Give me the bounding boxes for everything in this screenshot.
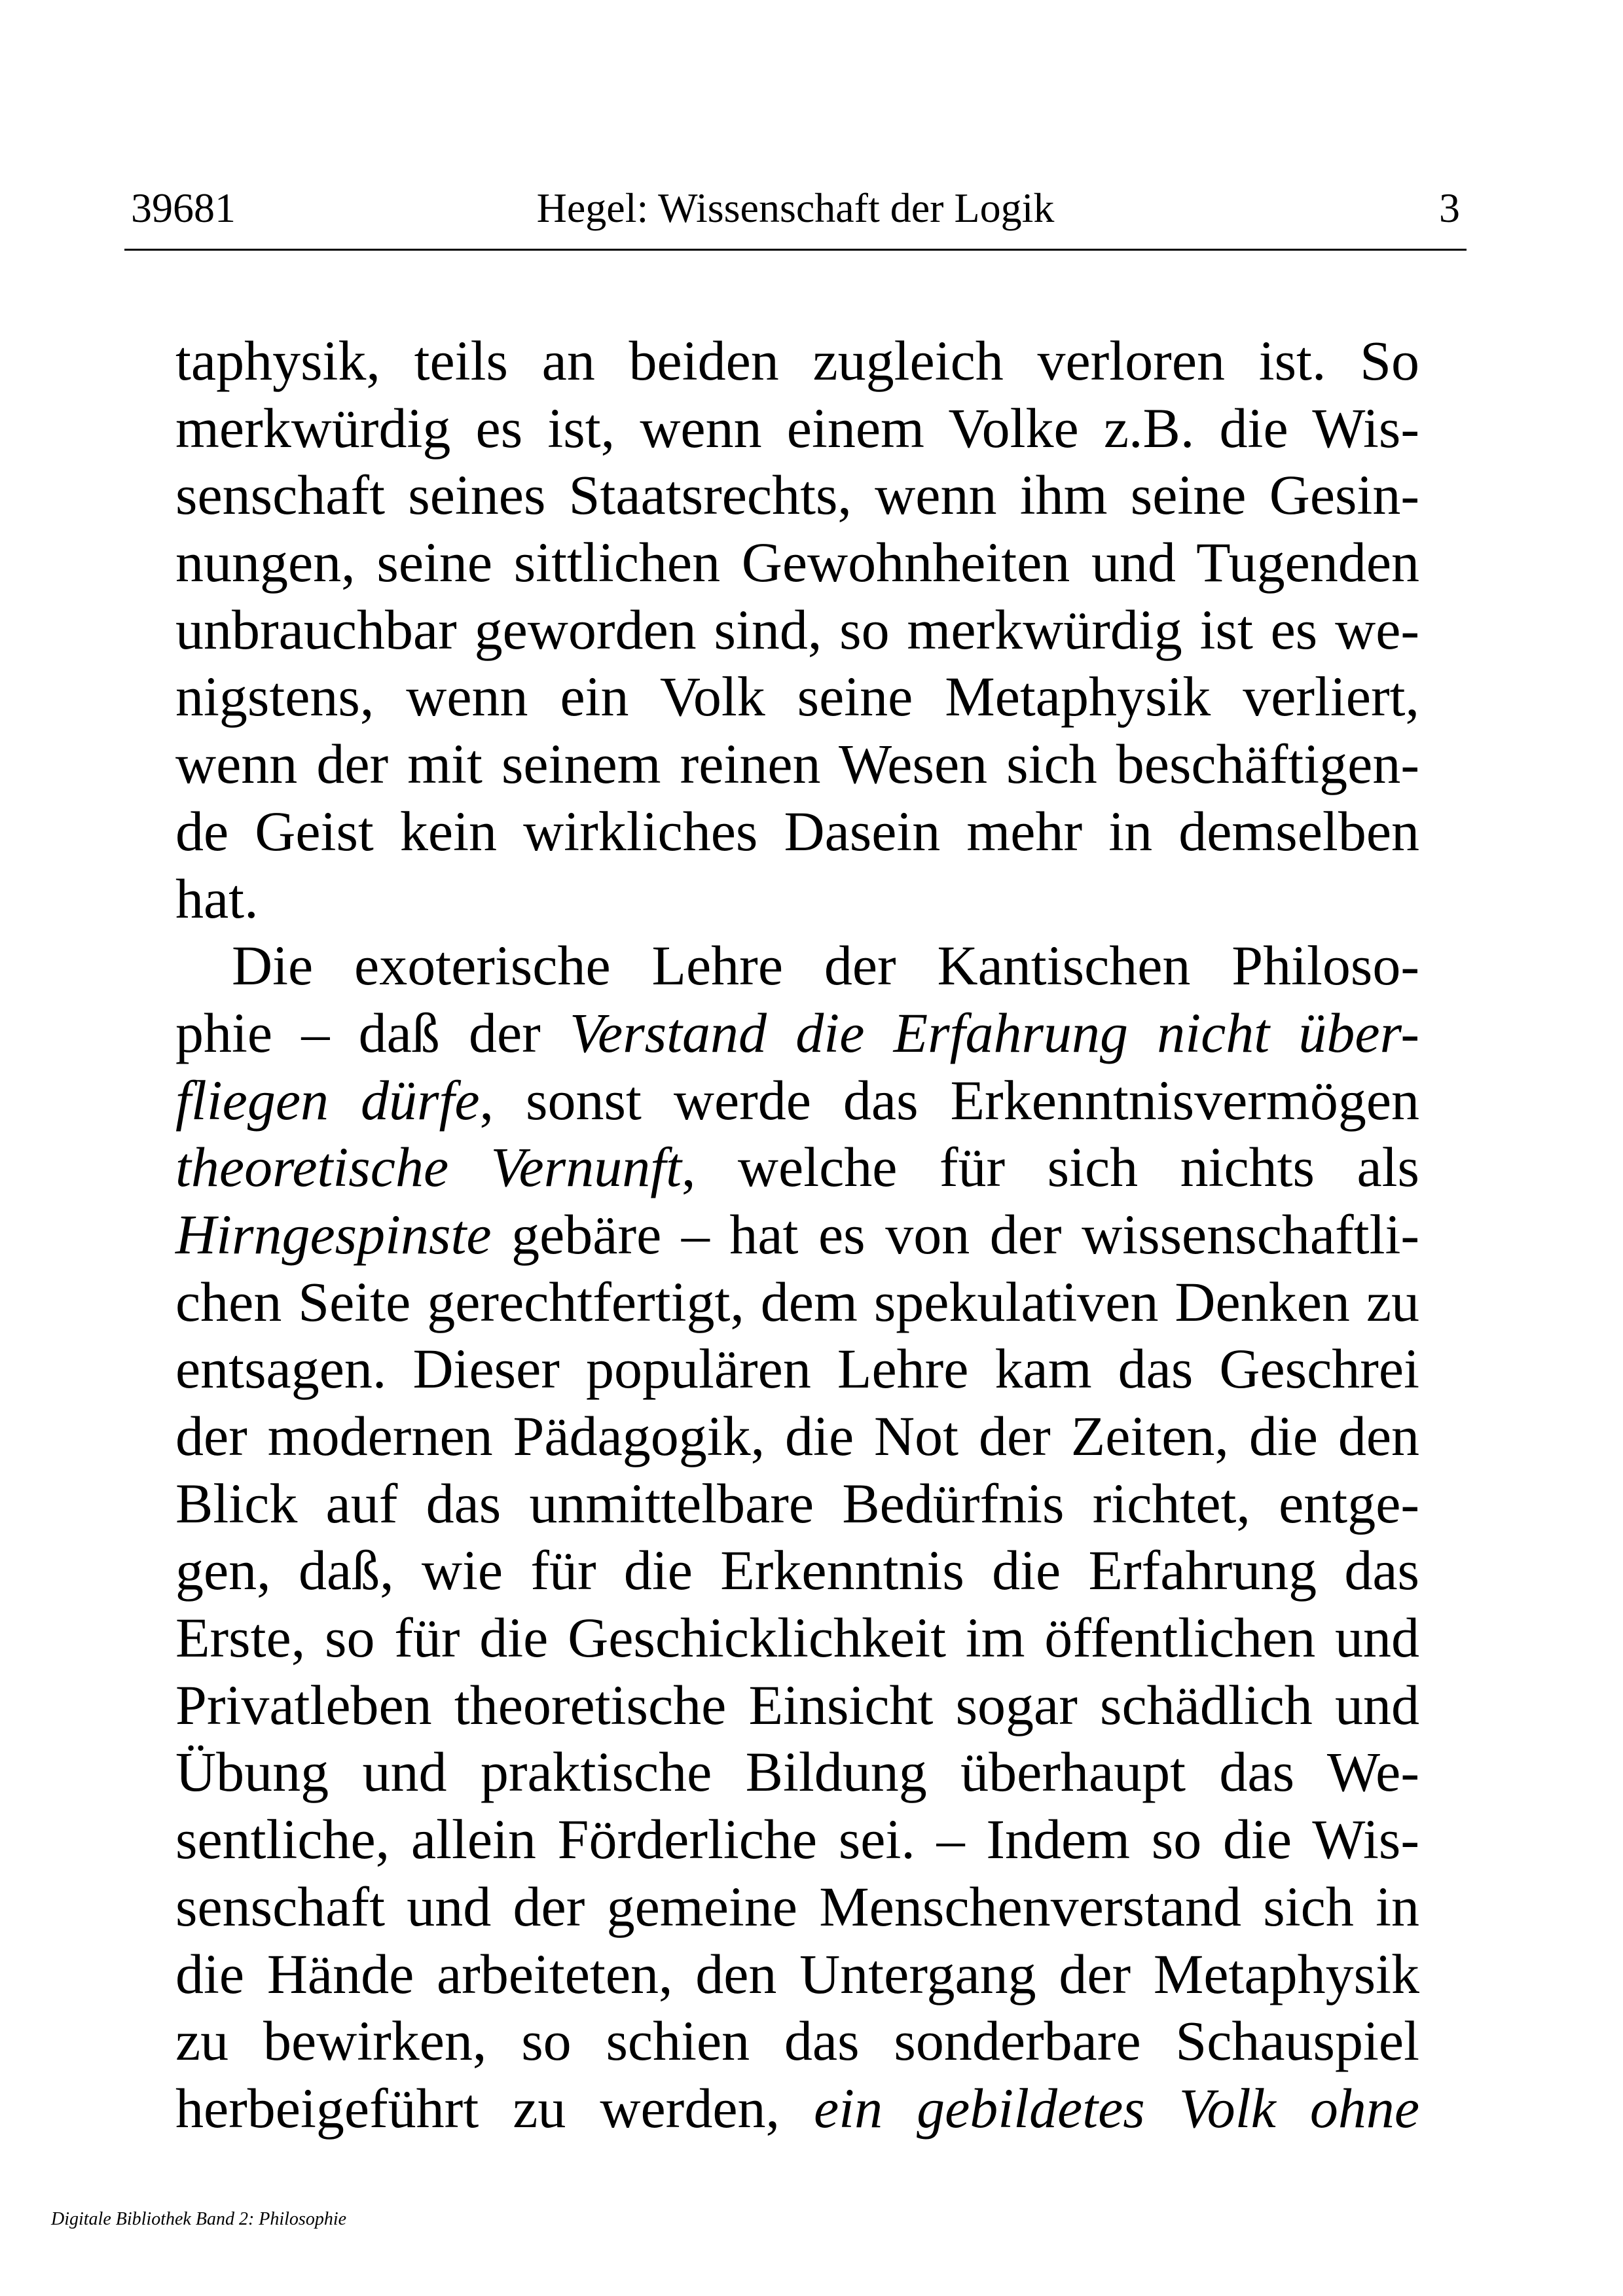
italic-text: Verstand die Erfahrung nicht über- [570, 1001, 1419, 1064]
text-segment: wenn der mit seinem reinen Wesen sich beschäftigen- [175, 732, 1419, 796]
text-line [175, 395, 1419, 462]
text-segment: Die exoterische Lehre der Kantischen Philoso- [232, 934, 1419, 997]
text-segment: de Geist kein wirkliches Dasein mehr in demselben [175, 799, 1419, 863]
text-segment: Erste, so für die Geschicklichkeit im öffentlichen und [175, 1606, 1419, 1670]
text-segment: , sonst werde das Erkenntnisvermögen [479, 1068, 1419, 1132]
text-line [175, 663, 1419, 730]
text-segment: die Hände arbeiteten, den Untergang der Metaphysik [175, 1942, 1419, 2005]
text-line [175, 999, 1419, 1067]
text-line [175, 1201, 1419, 1268]
text-line [175, 1738, 1419, 1806]
italic-text: ein gebildetes Volk ohne [814, 2076, 1419, 2140]
text-line [175, 1941, 1419, 2008]
text-line [175, 730, 1419, 798]
header-page-number: 3 [1439, 185, 1460, 231]
text-line [175, 461, 1419, 529]
text-line [175, 865, 1419, 933]
text-segment: Privatleben theoretische Einsicht sogar schädlich und [175, 1673, 1419, 1736]
text-segment: sentliche, allein Förderliche sei. – Indem so die Wis- [175, 1808, 1419, 1871]
text-line [175, 529, 1419, 596]
header-document-number: 39681 [131, 185, 236, 231]
text-line [175, 1335, 1419, 1403]
text-segment: hat. [175, 867, 259, 930]
text-line [175, 1470, 1419, 1537]
text-segment: taphysik, teils an beiden zugleich verloren ist. So [175, 329, 1419, 392]
text-line [175, 932, 1419, 999]
italic-text: Hirngespinste [175, 1202, 492, 1266]
text-line [175, 1268, 1419, 1336]
text-segment: merkwürdig es ist, wenn einem Volke z.B. die Wis- [175, 396, 1419, 459]
text-line [175, 798, 1419, 865]
footer-source: Digitale Bibliothek Band 2: Philosophie [51, 2209, 347, 2229]
text-line [175, 1806, 1419, 1873]
text-segment: senschaft und der gemeine Menschenverstand sich in [175, 1874, 1419, 1938]
body-text [175, 327, 1419, 2142]
text-line [175, 2075, 1419, 2142]
text-segment: unbrauchbar geworden sind, so merkwürdig ist es we- [175, 598, 1419, 661]
text-line [175, 1537, 1419, 1604]
text-segment: chen Seite gerechtfertigt, dem spekulativen Denken zu [175, 1270, 1419, 1333]
text-line [175, 1672, 1419, 1739]
text-line [175, 327, 1419, 395]
text-segment: gebäre – hat es von der wissenschaftli- [491, 1202, 1419, 1266]
header-title: Hegel: Wissenschaft der Logik [536, 185, 1055, 231]
italic-text: fliegen dürfe [175, 1068, 480, 1132]
text-line [175, 1134, 1419, 1201]
text-line [175, 596, 1419, 664]
italic-text: theoretische Vernunft [175, 1136, 682, 1199]
text-segment: nigstens, wenn ein Volk seine Metaphysik verliert, [175, 665, 1419, 728]
text-segment: zu bewirken, so schien das sonderbare Schauspiel [175, 2009, 1419, 2073]
text-segment: phie – daß der [175, 1001, 570, 1064]
text-line [175, 2007, 1419, 2075]
text-line [175, 1067, 1419, 1134]
text-line [175, 1873, 1419, 1941]
text-segment: gen, daß, wie für die Erkenntnis die Erfahrung das [175, 1539, 1419, 1602]
text-segment: , welche für sich nichts als [681, 1136, 1419, 1199]
running-header [124, 177, 1467, 251]
text-segment: entsagen. Dieser populären Lehre kam das Geschrei [175, 1337, 1419, 1401]
text-segment: nungen, seine sittlichen Gewohnheiten und Tugenden [175, 531, 1419, 594]
text-segment: der modernen Pädagogik, die Not der Zeiten, die den [175, 1405, 1419, 1467]
text-line [175, 1403, 1419, 1470]
text-segment: Blick auf das unmittelbare Bedürfnis richtet, entge- [175, 1471, 1419, 1535]
text-line [175, 1604, 1419, 1672]
text-segment: Übung und praktische Bildung überhaupt das We- [175, 1740, 1419, 1804]
text-segment: herbeigeführt zu werden, [175, 2076, 814, 2140]
text-segment: senschaft seines Staatsrechts, wenn ihm seine Gesin- [175, 463, 1419, 527]
